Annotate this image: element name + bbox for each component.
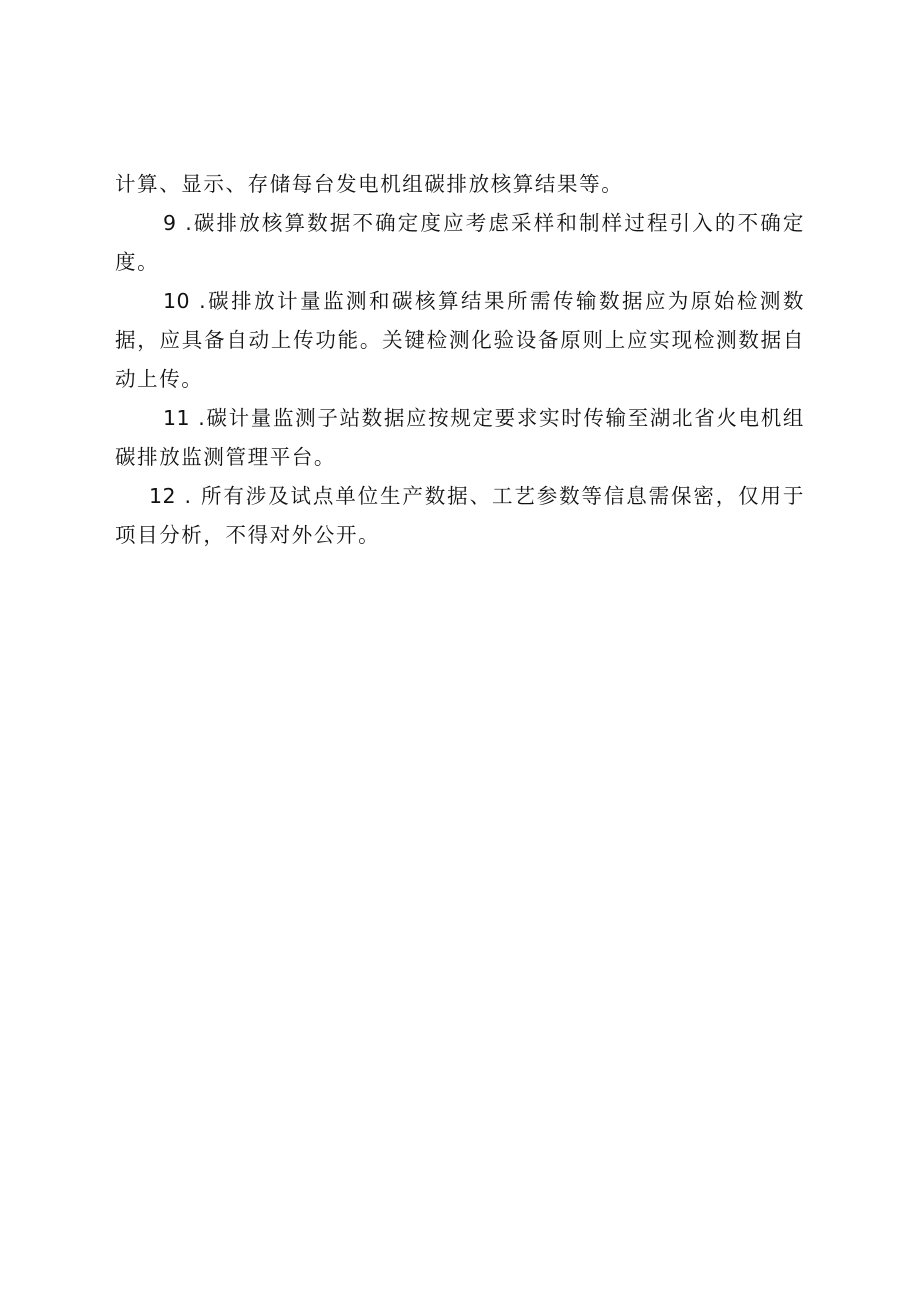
paragraph-item-10	[115, 282, 805, 399]
paragraph-text: .碳排放计量监测和碳核算结果所需传输数据应为原始检测数据，应具备自动上传功能。关键检测化验设备原则上应实现检测数据自动上传。	[115, 289, 805, 391]
paragraph-text: 计算、显示、存储每台发电机组碳排放核算结果等。	[115, 172, 624, 196]
document-body	[115, 165, 805, 555]
paragraph-text: .碳计量监测子站数据应按规定要求实时传输至湖北省火电机组碳排放监测管理平台。	[115, 406, 805, 469]
paragraph-item-12	[115, 477, 805, 555]
paragraph-item-9	[115, 204, 805, 282]
paragraph-text: .碳排放核算数据不确定度应考虑采样和制样过程引入的不确定度。	[115, 211, 805, 274]
item-number: 12	[149, 484, 177, 508]
paragraph-item-11	[115, 399, 805, 477]
paragraph-text: . 所有涉及试点单位生产数据、工艺参数等信息需保密，仅用于项目分析，不得对外公开。	[115, 484, 805, 547]
paragraph-continuation	[115, 165, 805, 204]
item-number: 10	[163, 289, 191, 313]
item-number: 9	[163, 211, 177, 235]
item-number: 11	[163, 406, 191, 430]
